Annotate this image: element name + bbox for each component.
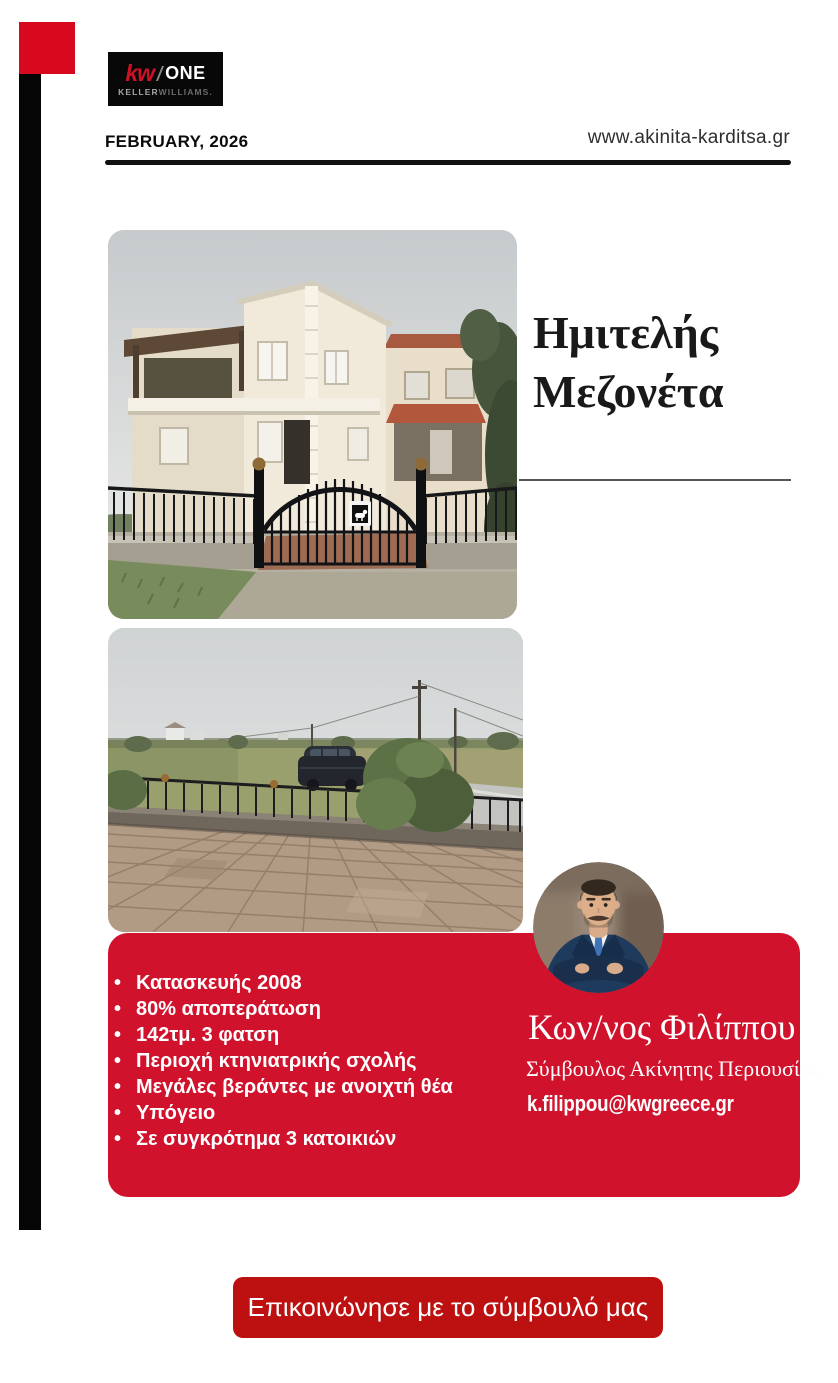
logo-keller-text: KELLER xyxy=(118,86,159,97)
logo-williams-text: WILLIAMS. xyxy=(158,86,213,97)
agent-portrait-illustration xyxy=(533,862,664,993)
kw-one-logo xyxy=(108,52,223,106)
top-accent-square xyxy=(19,22,75,74)
logo-slash-icon xyxy=(156,66,164,81)
logo-subtext xyxy=(118,88,213,97)
website-link[interactable]: www.akinita-karditsa.gr xyxy=(587,127,790,148)
header-rule xyxy=(105,160,791,165)
contact-cta-button[interactable]: Επικοινώνησε με το σύμβουλό μας xyxy=(233,1277,663,1338)
listing-title-line2: Μεζονέτα xyxy=(533,366,724,417)
logo-wordmark xyxy=(125,59,206,86)
feature-item: • Μεγάλες βεράντες με ανοιχτή θέα xyxy=(112,1074,512,1100)
feature-item: • Σε συγκρότημα 3 κατοικιών xyxy=(112,1126,512,1152)
house-exterior-photo xyxy=(108,230,517,619)
feature-item: • 80% αποπεράτωση xyxy=(112,996,512,1022)
terrace-photo-illustration xyxy=(108,628,523,932)
agent-role: Σύμβουλος Ακίνητης Περιουσίας xyxy=(526,1056,821,1081)
dog-sign xyxy=(349,501,371,526)
feature-item: • Περιοχή κτηνιατρικής σχολής xyxy=(112,1048,512,1074)
issue-date: FEBRUARY, 2026 xyxy=(105,132,249,151)
agent-name: Κων/νος Φιλίππου xyxy=(528,1007,796,1047)
house-photo-illustration xyxy=(108,230,517,619)
logo-one-text: ONE xyxy=(165,63,206,84)
feature-item: • Υπόγειο xyxy=(112,1100,512,1126)
feature-item: • 142τμ. 3 φατση xyxy=(112,1022,512,1048)
feature-list xyxy=(112,970,512,1152)
left-accent-bar xyxy=(19,50,41,1230)
agent-avatar xyxy=(533,862,664,993)
agent-email-link[interactable]: k.filippou@kwgreece.gr xyxy=(527,1091,734,1116)
terrace-view-photo xyxy=(108,628,523,932)
listing-title-line1: Ημιτελής xyxy=(533,307,719,358)
title-rule xyxy=(519,479,791,481)
feature-item: • Κατασκευής 2008 xyxy=(112,970,512,996)
logo-kw-mark: kw xyxy=(125,59,155,86)
listing-title xyxy=(533,303,724,421)
